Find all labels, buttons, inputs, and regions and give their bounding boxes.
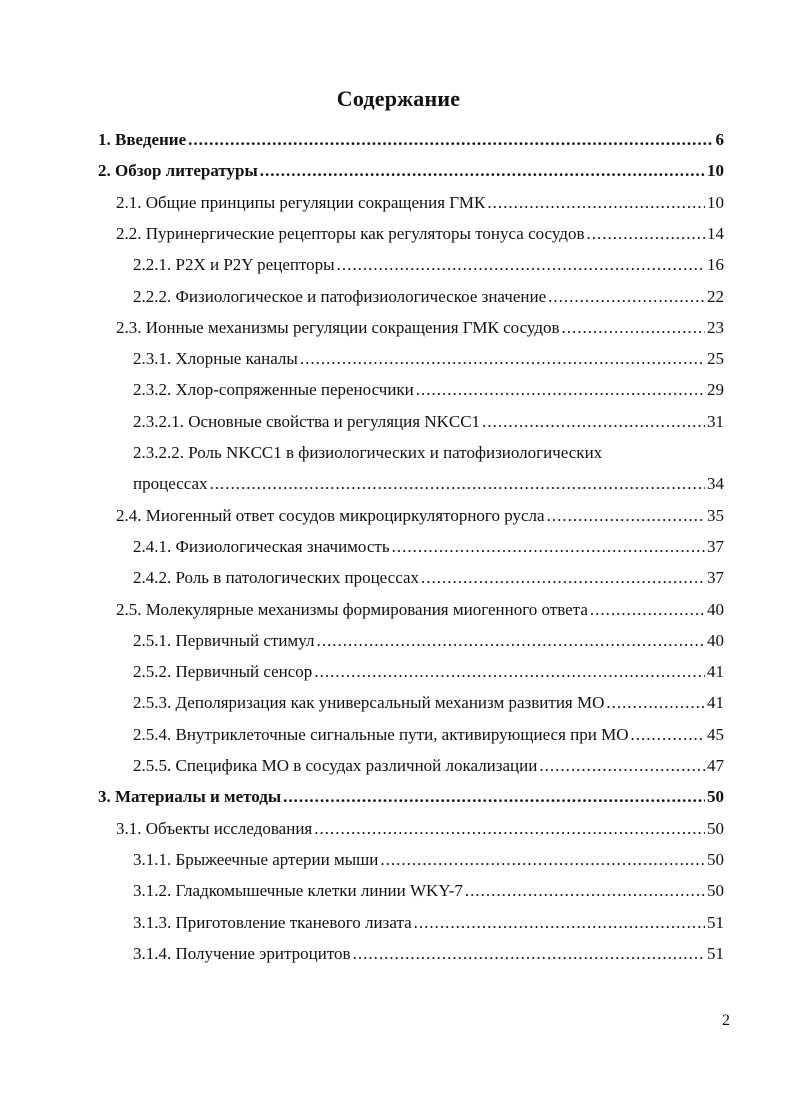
toc-entry-page: 47 bbox=[707, 756, 724, 775]
toc-entry[interactable] bbox=[116, 316, 724, 340]
toc-entry[interactable] bbox=[116, 191, 724, 215]
toc-entry-label: 3.1.2. Гладкомышечные клетки линии WKY-7 bbox=[133, 881, 463, 900]
dot-leader bbox=[283, 785, 705, 809]
toc-entry[interactable] bbox=[133, 879, 724, 903]
dot-leader bbox=[562, 316, 705, 340]
toc-entry-page: 10 bbox=[707, 161, 724, 180]
dot-leader bbox=[260, 159, 705, 183]
toc-entry-label: 2.4.2. Роль в патологических процессах bbox=[133, 568, 419, 587]
toc-entry[interactable] bbox=[133, 660, 724, 684]
dot-leader bbox=[482, 410, 705, 434]
toc-entry-label: процессах bbox=[133, 474, 208, 493]
toc-entry-page: 6 bbox=[715, 130, 724, 149]
toc-entry-label: 2.2. Пуринергические рецепторы как регуляторы тонуса сосудов bbox=[116, 224, 585, 243]
toc-entry-page: 23 bbox=[707, 318, 724, 337]
toc-entry[interactable] bbox=[98, 159, 724, 183]
toc-entry[interactable] bbox=[133, 723, 724, 747]
toc-entry-page: 51 bbox=[707, 913, 724, 932]
dot-leader bbox=[316, 629, 705, 653]
toc-entry[interactable] bbox=[116, 504, 724, 528]
toc-entry[interactable] bbox=[98, 785, 724, 809]
dot-leader bbox=[487, 191, 705, 215]
toc-entry[interactable] bbox=[133, 691, 724, 715]
dot-leader bbox=[314, 660, 705, 684]
dot-leader bbox=[548, 285, 705, 309]
dot-leader bbox=[590, 598, 705, 622]
toc-entry-label: 2.3.2.1. Основные свойства и регуляция NKCC1 bbox=[133, 412, 481, 431]
dot-leader bbox=[353, 942, 705, 966]
toc-entry[interactable] bbox=[133, 942, 724, 966]
toc-entry[interactable] bbox=[116, 817, 724, 841]
toc-entry-page: 50 bbox=[707, 787, 724, 806]
toc-entry[interactable] bbox=[133, 347, 724, 371]
dot-leader bbox=[606, 691, 705, 715]
toc-entry-label: 2.2.2. Физиологическое и патофизиологическое значение bbox=[133, 287, 547, 306]
dot-leader bbox=[465, 879, 705, 903]
toc-entry[interactable] bbox=[133, 410, 724, 434]
toc-entry-label: 2.5. Молекулярные механизмы формирования миогенного ответа bbox=[116, 600, 588, 619]
page-number: 2 bbox=[722, 1012, 730, 1029]
toc-entry-label: 3.1.3. Приготовление тканевого лизата bbox=[133, 913, 412, 932]
toc-entry-label: 3. Материалы и методы bbox=[98, 787, 282, 806]
toc-entry-page: 51 bbox=[707, 944, 724, 963]
toc-entry-page: 29 bbox=[707, 380, 724, 399]
toc-entry-page: 16 bbox=[707, 255, 724, 274]
toc-entry-page: 22 bbox=[707, 287, 724, 306]
toc-entry[interactable] bbox=[133, 535, 724, 559]
toc-entry-page: 45 bbox=[707, 725, 724, 744]
toc-entry-label: 2. Обзор литературы bbox=[98, 161, 258, 180]
toc-entry-label: 3.1.1. Брыжеечные артерии мыши bbox=[133, 850, 379, 869]
toc-entry-label: 1. Введение bbox=[98, 130, 187, 149]
toc-entry-label: 2.4.1. Физиологическая значимость bbox=[133, 537, 390, 556]
toc-entry-label: 2.3.1. Хлорные каналы bbox=[133, 349, 298, 368]
toc-entry-page: 35 bbox=[707, 506, 724, 525]
toc-entry[interactable] bbox=[116, 222, 724, 246]
toc-entry-label: 2.3.2.2. Роль NKCC1 в физиологических и патофизиологических bbox=[133, 443, 603, 462]
toc-entry[interactable] bbox=[133, 285, 724, 309]
toc-entry-label: 2.5.4. Внутриклеточные сигнальные пути, активирующиеся при МО bbox=[133, 725, 629, 744]
toc-entry-page: 25 bbox=[707, 349, 724, 368]
toc-entry-page: 37 bbox=[707, 537, 724, 556]
toc-entry[interactable] bbox=[133, 253, 724, 277]
dot-leader bbox=[421, 566, 705, 590]
toc-entry-page: 10 bbox=[707, 193, 724, 212]
toc-entry-page: 41 bbox=[707, 693, 724, 712]
toc-entry-label: 3.1.4. Получение эритроцитов bbox=[133, 944, 351, 963]
toc-entry-label: 2.3. Ионные механизмы регуляции сокращения ГМК сосудов bbox=[116, 318, 560, 337]
toc-entry[interactable] bbox=[133, 848, 724, 872]
toc-entry-continuation[interactable] bbox=[133, 472, 724, 496]
toc-entry-label: 2.1. Общие принципы регуляции сокращения ГМК bbox=[116, 193, 486, 212]
toc-entry-label: 2.5.1. Первичный стимул bbox=[133, 631, 315, 650]
toc-entry[interactable] bbox=[133, 629, 724, 653]
dot-leader bbox=[631, 723, 706, 747]
dot-leader bbox=[314, 817, 705, 841]
dot-leader bbox=[188, 128, 713, 152]
toc-entry[interactable] bbox=[133, 566, 724, 590]
toc-entry-label: 2.4. Миогенный ответ сосудов микроциркуляторного русла bbox=[116, 506, 545, 525]
toc-entry-page: 50 bbox=[707, 850, 724, 869]
toc-entry-page: 37 bbox=[707, 568, 724, 587]
toc-entry-label: 2.3.2. Хлор-сопряженные переносчики bbox=[133, 380, 414, 399]
toc-entry-label: 2.2.1. P2X и P2Y рецепторы bbox=[133, 255, 335, 274]
toc-entry-page: 40 bbox=[707, 631, 724, 650]
toc-entry[interactable] bbox=[133, 911, 724, 935]
dot-leader bbox=[337, 253, 705, 277]
toc-entry[interactable] bbox=[116, 598, 724, 622]
toc-entry-page: 40 bbox=[707, 600, 724, 619]
toc-entry[interactable] bbox=[98, 128, 724, 152]
toc-entry-page: 31 bbox=[707, 412, 724, 431]
dot-leader bbox=[210, 472, 705, 496]
dot-leader bbox=[414, 911, 705, 935]
toc-entry-page: 34 bbox=[707, 474, 724, 493]
toc-entry-page: 41 bbox=[707, 662, 724, 681]
toc-entry-label: 2.5.3. Деполяризация как универсальный механизм развития МО bbox=[133, 693, 605, 712]
dot-leader bbox=[392, 535, 705, 559]
toc-entry-page: 50 bbox=[707, 819, 724, 838]
dot-leader bbox=[539, 754, 705, 778]
page-title: Содержание bbox=[336, 86, 461, 111]
toc-entry-label: 2.5.5. Специфика МО в сосудах различной локализации bbox=[133, 756, 538, 775]
dot-leader bbox=[586, 222, 705, 246]
dot-leader bbox=[300, 347, 705, 371]
dot-leader bbox=[380, 848, 705, 872]
toc-entry-label: 2.5.2. Первичный сенсор bbox=[133, 662, 313, 681]
toc-entry-page: 14 bbox=[707, 224, 724, 243]
dot-leader bbox=[416, 378, 705, 402]
toc-entry-label: 3.1. Объекты исследования bbox=[116, 819, 313, 838]
toc-entry[interactable] bbox=[133, 754, 724, 778]
toc-entry-page: 50 bbox=[707, 881, 724, 900]
toc-entry[interactable] bbox=[133, 441, 602, 465]
toc-entry[interactable] bbox=[133, 378, 724, 402]
dot-leader bbox=[547, 504, 705, 528]
